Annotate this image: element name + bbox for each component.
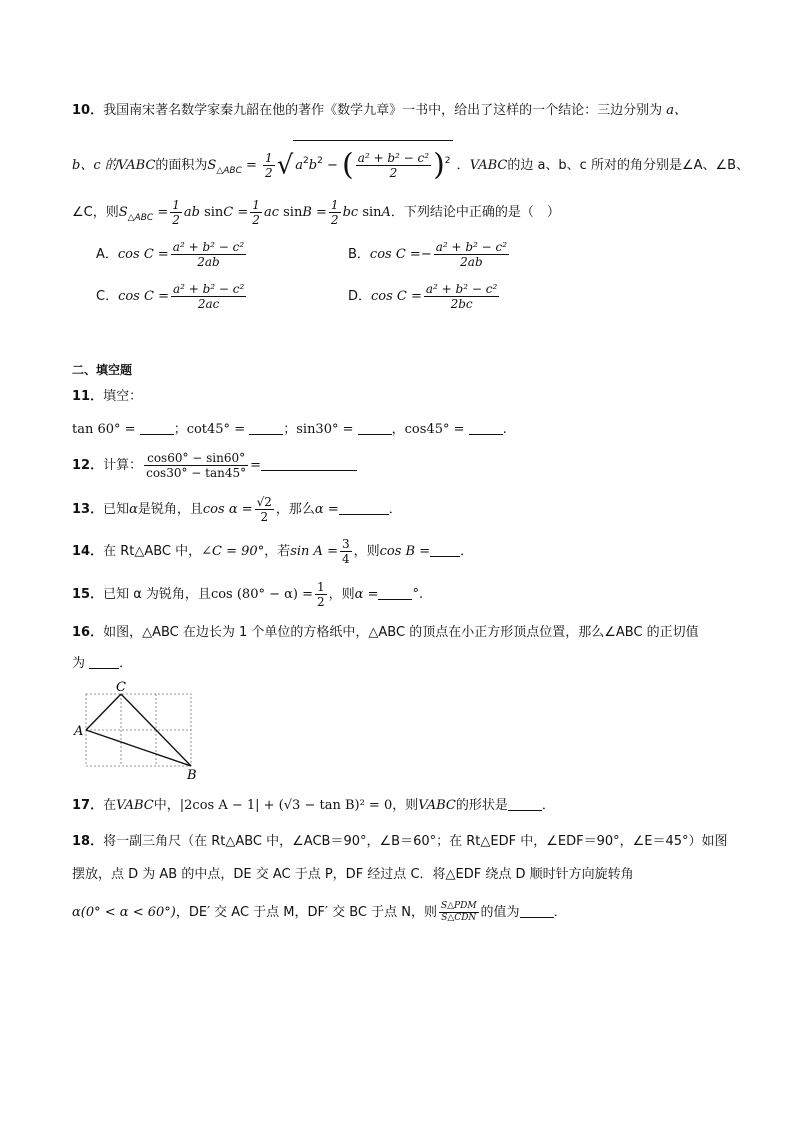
q14-blank[interactable]	[430, 544, 460, 557]
q10-half: $\frac{1}{2}$	[265, 151, 273, 180]
q12-line: 12．计算： $\frac{\cos 60^\circ - \sin 60^\circ}{\cos 30^\circ - \tan 45^\circ}$ =	[72, 449, 357, 483]
q16-label-c: C	[116, 680, 126, 695]
q10-vars: a、	[666, 103, 688, 118]
q10-vabc-2: VABC	[469, 158, 508, 173]
q17-blank[interactable]	[508, 798, 542, 811]
q10-option-a: A．cos C = $\frac{\text{a² + b² − c²}}{2ab}$	[96, 240, 245, 269]
q18-blank[interactable]	[520, 905, 554, 918]
q11-blank-4[interactable]	[469, 422, 503, 435]
q10-vabc: VABC	[117, 158, 156, 173]
q10-line2	[72, 140, 750, 183]
q12-fraction: $\frac{\cos 60^\circ - \sin 60^\circ}{\cos 30^\circ - \tan 45^\circ}$	[146, 451, 247, 480]
section-title-fill-in: 二、填空题	[72, 363, 133, 377]
q10-text-1: 我国南宋著名数学家秦九韶在他的著作《数学九章》一书中，给出了这样的一个结论：三边分别为	[103, 103, 663, 118]
q16-side-ac	[86, 694, 121, 730]
q18-line1: 18．将一副三角尺（在 Rt△ABC 中，∠ACB＝90°，∠B＝60°；在 Rt△EDF 中，∠EDF＝90°，∠E＝45°）如图	[72, 834, 728, 849]
q14-line: 14．在 Rt△ABC 中，∠C = 90°，若sin A = $\frac{3}{4}$ ，则cos B = ．	[72, 537, 474, 566]
q10-option-b: B．cos C =− $\frac{\text{a² + b² − c²}}{2ab}$	[348, 240, 508, 269]
q16-label-a: A	[74, 724, 84, 739]
q11-blank-2[interactable]	[249, 422, 283, 435]
q10-root-sign: √	[276, 150, 294, 181]
q15-blank[interactable]	[378, 587, 412, 600]
q10-line2-d: ．	[456, 158, 470, 173]
q10-number: 10．	[72, 103, 104, 118]
q10-root-body: $a^2b^2$ − ( $\frac{\text{a² + b² − c²}}{2}$ )$^2$	[293, 140, 452, 186]
q11-line1: 11．填空：	[72, 389, 143, 404]
q10-line3-a: ∠C，则	[72, 205, 119, 220]
q13-blank[interactable]	[339, 502, 389, 515]
q10-area-sym: S	[207, 158, 217, 173]
q17-line: 17．在VABC中，|2cos A − 1| + (√3 − tan B)² = 0，则VABC的形状是 ．	[72, 798, 555, 813]
q16-side-ab	[86, 730, 191, 766]
q10-line2-c: 的面积为	[155, 158, 208, 173]
q10-line3-b: ．下列结论中正确的是（ ）	[390, 205, 560, 220]
q10-line1	[72, 102, 687, 120]
q16-line2: 为 ．	[72, 656, 133, 671]
q10-area-sub: △ABC	[216, 166, 242, 176]
q18-line3: α(0° < α < 60°)，DE′ 交 AC 于点 M，DF′ 交 BC 于点 N，则 $\frac{\text{S△PDM}}{\text{S△CDN}}$ 的值为 ．	[72, 901, 567, 923]
q12-blank[interactable]	[261, 458, 357, 471]
q10-line2-a: b、c 的	[72, 158, 118, 173]
q16-grid-figure	[70, 678, 210, 782]
q17-expression: |2cos A − 1| + (√3 − tan B)² = 0	[179, 798, 393, 813]
q15-line: 15．已知 α 为锐角，且cos (80° − α) = $\frac{1}{2}$ ，则α = °.	[72, 580, 424, 609]
q16-label-b: B	[187, 768, 197, 782]
q11-line2: tan 60° = ；cot45° = ；sin30° = ，cos45° = .	[72, 422, 507, 437]
q18-fraction: $\frac{\text{S△PDM}}{\text{S△CDN}}$	[440, 901, 477, 923]
q11-blank-1[interactable]	[140, 422, 174, 435]
q10-line2-f: 的边 a、b、c 所对的角分别是∠A、∠B、	[507, 158, 750, 173]
q16-blank[interactable]	[89, 656, 119, 669]
q16-line1: 16．如图，△ABC 在边长为 1 个单位的方格纸中，△ABC 的顶点在小正方形顶点位置，那么∠ABC 的正切值	[72, 625, 699, 640]
q10-option-c: C．cos C = $\frac{\text{a² + b² − c²}}{2ac}$	[96, 282, 245, 311]
q10-line3: ∠C，则$S_{\triangle ABC}$ = $\frac{1}{2}$ ab sinC = $\frac{1}{2}$ ac sinB = $\frac{1}{2}$ bc sinA．下列结论中正确的是（ ）	[72, 198, 560, 227]
q13-line: 13．已知α是锐角，且cos α = $\frac{√2}{2}$ ，那么α = ．	[72, 495, 402, 524]
q10-formula-eq: =	[246, 158, 257, 173]
q11-blank-3[interactable]	[358, 422, 392, 435]
q10-option-d: D．cos C = $\frac{\text{a² + b² − c²}}{2bc}$	[348, 282, 498, 311]
q18-line2: 摆放，点 D 为 AB 的中点，DE 交 AC 于点 P，DF 经过点 C．将△EDF 绕点 D 顺时针方向旋转角	[72, 867, 634, 882]
